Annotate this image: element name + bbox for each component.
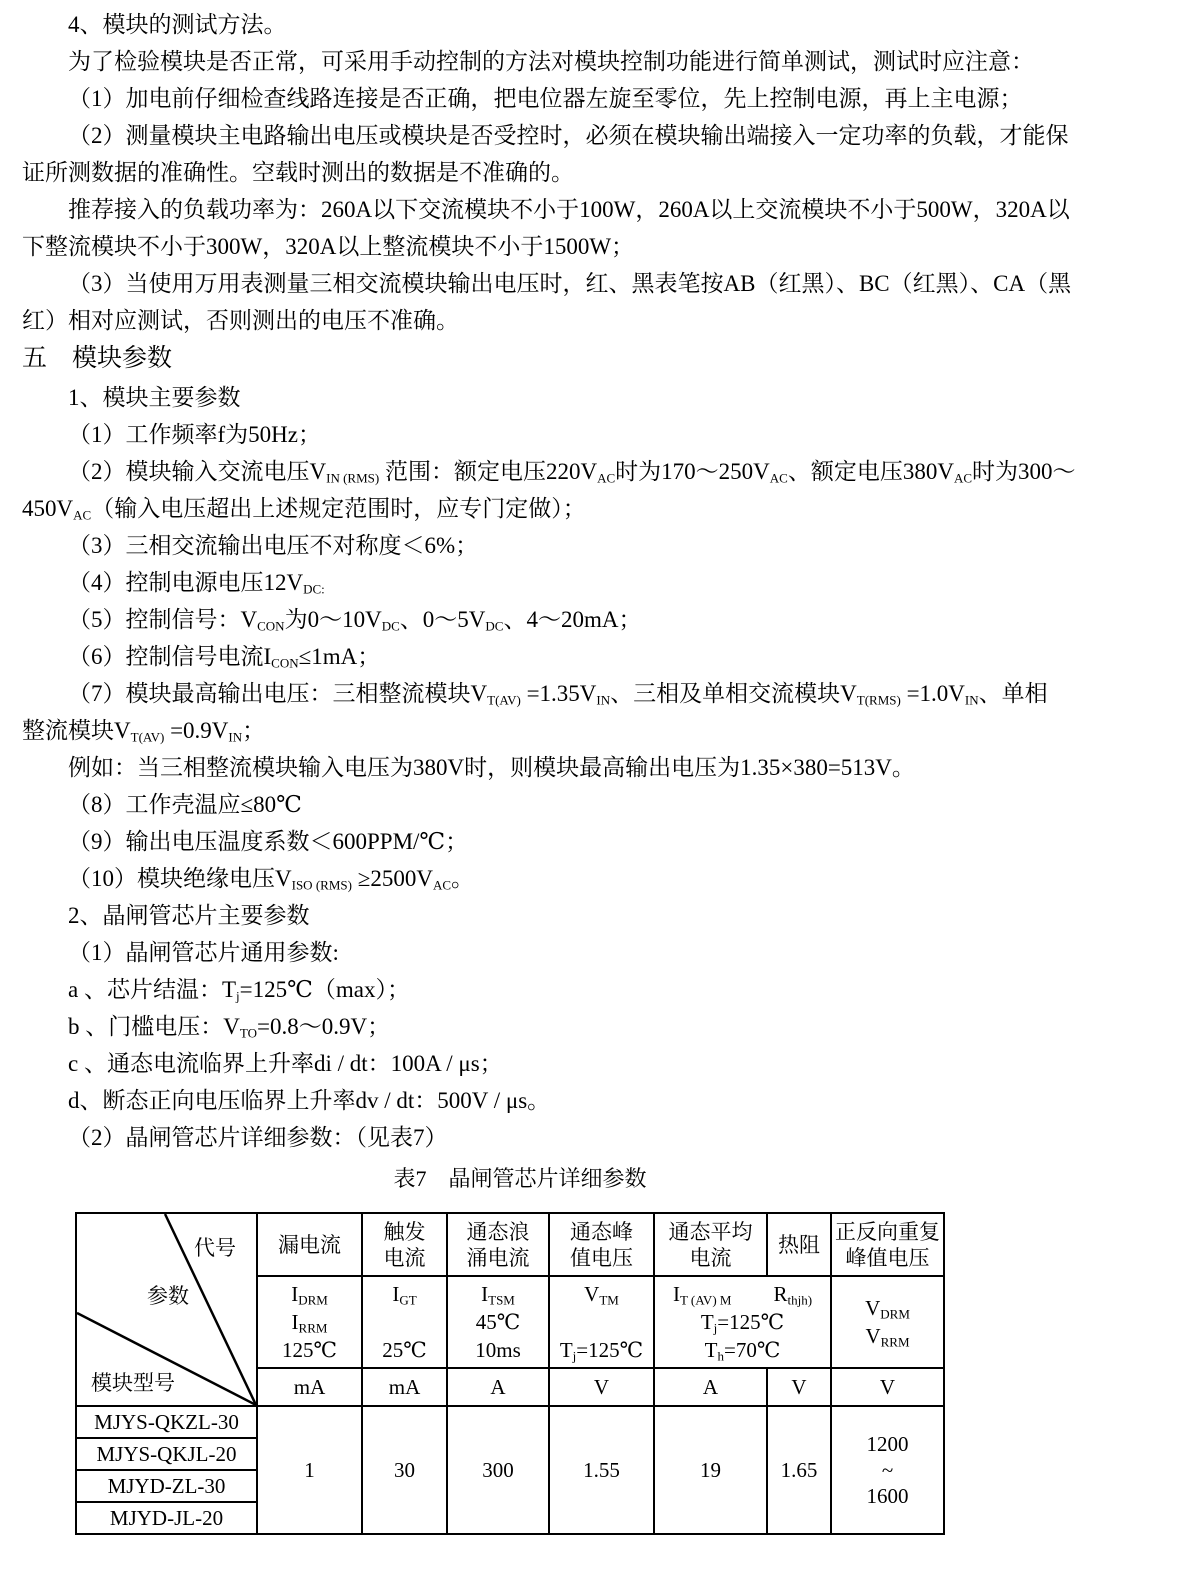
cell-line: 涌电流 [466,1245,530,1270]
text-run: 时为300～ [972,459,1076,484]
subscript-text: IN [596,692,611,708]
text-run: 2、晶闸管芯片主要参数 [68,903,310,928]
text-line [22,43,1180,80]
text-run: ≥2500V [351,866,433,891]
col-header-thermal-resistance [767,1213,831,1276]
cell-line: 电流 [383,1245,426,1270]
text-run: 例如：当三相整流模块输入电压为380V时，则模块最高输出电压为1.35×380=513V。 [68,755,915,780]
symbol-cell-surge [447,1276,549,1368]
text-run: （1）晶闸管芯片通用参数: [68,940,339,965]
text-run: 、额定电压380V [787,459,954,484]
symbol-line [258,1308,361,1336]
text-line [22,416,1180,453]
subscript-text: AC [769,470,788,486]
text-run: （3）当使用万用表测量三相交流模块输出电压时，红、黑表笔按AB（红黑）、BC（红黑）、CA（黑 [68,271,1072,296]
text-run: （1）加电前仔细检查线路连接是否正确，把电位器左旋至零位，先上控制电源，再上主电源； [68,86,1023,111]
subscript-text: TSM [488,1292,515,1308]
text-run: 125℃ [282,1338,337,1362]
text-line [22,265,1180,302]
text-line [22,154,1180,191]
symbol-cell-peak-voltage [549,1276,654,1368]
text-line [22,1119,1180,1156]
unit-cell: A [447,1368,549,1406]
text-run: 证所测数据的准确性。空载时测出的数据是不准确的。 [22,160,574,185]
subscript-text: AC [432,877,451,893]
subscript-text: j [236,988,240,1004]
text-run: =125℃（max）； [239,977,410,1002]
text-run: d、断态正向电压临界上升率dv / dt：500V / μs。 [68,1088,551,1113]
cell-line: 峰值电压 [845,1245,930,1270]
text-run: a 、芯片结温：T [68,977,237,1002]
text-line [22,1082,1180,1119]
col-header-repetitive-peak-voltage [831,1213,944,1276]
text-run: =125℃ [717,1310,785,1334]
text-run: （2）模块输入交流电压V [68,459,327,484]
symbol-line [448,1336,548,1364]
text-run: T [700,1310,714,1334]
model-name-cell: MJYS-QKZL-30 [76,1406,257,1438]
text-line [22,675,1180,712]
text-run: （5）控制信号：V [68,607,258,632]
symbol-cell-repetitive-peak-voltage [831,1276,944,1368]
subscript-text: CON [257,618,285,634]
text-line [22,6,1180,43]
text-run: I [392,1282,400,1306]
text-run: 4、模块的测试方法。 [68,12,287,37]
col-header-surge-current [447,1213,549,1276]
cell-line: 1200 [866,1432,909,1456]
col-header-trigger-current [362,1213,447,1276]
subscript-text: T(AV) [130,729,165,745]
section-heading [22,339,1180,379]
text-run: （6）控制信号电流I [68,644,272,669]
value-thermal-resistance: 1.65 [767,1406,831,1534]
text-run: I [672,1282,680,1306]
text-run: 五 模块参数 [22,345,173,372]
symbol-line [655,1308,830,1336]
text-run: 45℃ [475,1310,521,1334]
col-header-peak-voltage [549,1213,654,1276]
subscript-text: TM [599,1292,619,1308]
symbol-line [832,1322,943,1350]
subscript-text: IN [964,692,979,708]
text-line [22,1008,1180,1045]
text-run: （7）模块最高输出电压：三相整流模块V [68,681,488,706]
col-header-average-current [654,1213,767,1276]
subscript-text: DRM [880,1306,910,1322]
text-line [22,379,1180,416]
cell-line: 通态平均 [668,1219,753,1244]
text-run: 为0～10V [284,607,382,632]
text-line [22,564,1180,601]
cell-line: ~ [881,1458,894,1482]
table-corner-cell [76,1213,257,1406]
text-line [22,971,1180,1008]
subscript-text: DC [485,618,504,634]
symbol-line [448,1308,548,1336]
col-header-leakage-current [257,1213,362,1276]
text-line [22,191,1180,228]
text-run: I [481,1282,489,1306]
subscript-text: GT [399,1292,417,1308]
text-run: 整流模块V [22,718,131,743]
value-leakage: 1 [257,1406,362,1534]
text-run: （4）控制电源电压12V [68,570,304,595]
text-run: c 、通态电流临界上升率di / dt：100A / μs； [68,1051,503,1076]
text-run: （8）工作壳温应≤80℃ [68,792,302,817]
text-line [22,638,1180,675]
text-run: 1、模块主要参数 [68,385,241,410]
text-run: 下整流模块不小于300W，320A以上整流模块不小于1500W； [22,234,635,259]
symbol-cell-average-current-thermal [654,1276,831,1368]
text-run: R [731,1282,788,1306]
text-run: 范围：额定电压220V [379,459,598,484]
value-voltage-range [831,1406,944,1534]
text-run: （输入电压超出上述规定范围时，应专门定做）； [91,496,586,521]
symbol-line [363,1280,446,1308]
symbol-line [655,1336,830,1364]
unit-cell: V [549,1368,654,1406]
text-line [22,228,1180,265]
text-line [22,823,1180,860]
text-run: 、0～5V [399,607,486,632]
cell-line: 漏电流 [278,1232,341,1257]
text-run: I [291,1282,299,1306]
text-run: （2）测量模块主电路输出电压或模块是否受控时，必须在模块输出端接入一定功率的负载，才能保 [68,123,1069,148]
text-run: 为了检验模块是否正常，可采用手动控制的方法对模块控制功能进行简单测试，测试时应注意： [68,49,1034,74]
text-run: =0.8～0.9V； [256,1014,391,1039]
table-title: 表7 晶闸管芯片详细参数 [393,1166,647,1191]
text-line [22,1045,1180,1082]
cell-line: 值电压 [570,1245,633,1270]
subscript-text: thjh) [787,1292,813,1308]
text-line [22,527,1180,564]
subscript-text: AC [953,470,973,486]
text-run: （10）模块绝缘电压V [68,866,292,891]
unit-cell: mA [362,1368,447,1406]
text-run: 时为170～250V [615,459,770,484]
unit-cell: V [831,1368,944,1406]
text-run: 红）相对应测试，否则测出的电压不准确。 [22,308,459,333]
symbol-line [448,1280,548,1308]
thyristor-parameters-table [75,1212,945,1535]
text-run: =70℃ [723,1338,781,1362]
subscript-text: IN [228,729,243,745]
text-line [22,786,1180,823]
subscript-text: DC: [303,581,325,597]
symbol-line [550,1336,653,1364]
subscript-text: T (AV) M [679,1292,732,1308]
subscript-text: AC [597,470,616,486]
model-name-cell: MJYD-JL-20 [76,1502,257,1534]
symbol-line [258,1280,361,1308]
text-line [22,490,1180,527]
header-names-row [76,1213,944,1276]
text-run: （9）输出电压温度系数＜600PPM/℃； [68,829,469,854]
corner-label-code: 代号 [194,1236,236,1260]
text-run: I [291,1310,299,1334]
text-run: T [559,1338,573,1362]
unit-cell: A [654,1368,767,1406]
table-row [76,1406,944,1438]
subscript-text: j [572,1348,577,1364]
text-line [22,934,1180,971]
model-name-cell: MJYS-QKJL-20 [76,1438,257,1470]
cell-line: 触发 [383,1219,426,1244]
value-peak-voltage: 1.55 [549,1406,654,1534]
text-run: 、4～20mA； [503,607,642,632]
cell-line: 电流 [689,1245,732,1270]
text-run: =125℃ [576,1338,644,1362]
subscript-text: h [717,1348,724,1364]
text-run: ≤1mA； [298,644,381,669]
subscript-text: T(RMS) [856,692,901,708]
subscript-text: ISO (RMS) [291,877,352,893]
text-line [22,117,1180,154]
symbol-line [363,1336,446,1364]
text-run: =1.0V [900,681,965,706]
cell-line: 热阻 [778,1232,820,1257]
text-line [22,749,1180,786]
unit-cell: mA [257,1368,362,1406]
text-run: =1.35V [520,681,597,706]
value-trigger: 30 [362,1406,447,1534]
text-run: 、三相及单相交流模块V [610,681,857,706]
text-run: 推荐接入的负载功率为：260A以下交流模块不小于100W，260A以上交流模块不小于500W，320A以 [68,197,1070,222]
symbol-line [550,1280,653,1308]
text-line [22,897,1180,934]
symbol-line [832,1294,943,1322]
subscript-text: IN (RMS) [326,470,380,486]
symbol-line [655,1280,830,1308]
text-run: （2）晶闸管芯片详细参数：（见表7） [68,1125,448,1150]
subscript-text: CON [271,655,299,671]
symbol-cell-leakage [257,1276,362,1368]
text-line [22,453,1180,490]
text-run: 、单相 [978,681,1048,706]
cell-line: 正反向重复 [835,1219,940,1244]
text-run: （1）工作频率f为50Hz； [68,422,321,447]
model-name-cell: MJYD-ZL-30 [76,1470,257,1502]
cell-line: 通态浪 [466,1219,530,1244]
text-line [22,712,1180,749]
value-surge: 300 [447,1406,549,1534]
text-line [22,302,1180,339]
subscript-text: AC [73,507,92,523]
corner-label-parameter: 参数 [147,1284,189,1308]
unit-cell: V [767,1368,831,1406]
text-run: 450V [22,496,74,521]
text-run: =0.9V [164,718,229,743]
subscript-text: TO [239,1025,257,1041]
cell-line: 通态峰 [570,1219,633,1244]
subscript-text: DRM [298,1292,328,1308]
text-run: V [584,1282,600,1306]
subscript-text: j [713,1320,718,1336]
symbol-line [258,1336,361,1364]
text-line [22,80,1180,117]
text-run: 10ms [475,1338,521,1362]
text-run: V [865,1324,881,1348]
text-run: b 、门槛电压：V [68,1014,240,1039]
symbol-cell-trigger [362,1276,447,1368]
cell-line: 1600 [866,1484,909,1508]
text-run: 25℃ [382,1338,427,1362]
symbol-line [363,1308,446,1336]
text-run: T [704,1338,718,1362]
text-run: 。 [451,866,474,891]
value-average-current: 19 [654,1406,767,1534]
symbol-line [550,1308,653,1336]
text-run: ； [242,718,266,743]
corner-label-model: 模块型号 [91,1371,175,1395]
text-line [22,860,1180,897]
subscript-text: DC [381,618,400,634]
text-line [22,601,1180,638]
text-run: （3）三相交流输出电压不对称度＜6%； [68,533,479,558]
text-run: V [865,1296,881,1320]
subscript-text: RRM [298,1320,328,1336]
subscript-text: T(AV) [487,692,521,708]
subscript-text: RRM [880,1334,910,1350]
